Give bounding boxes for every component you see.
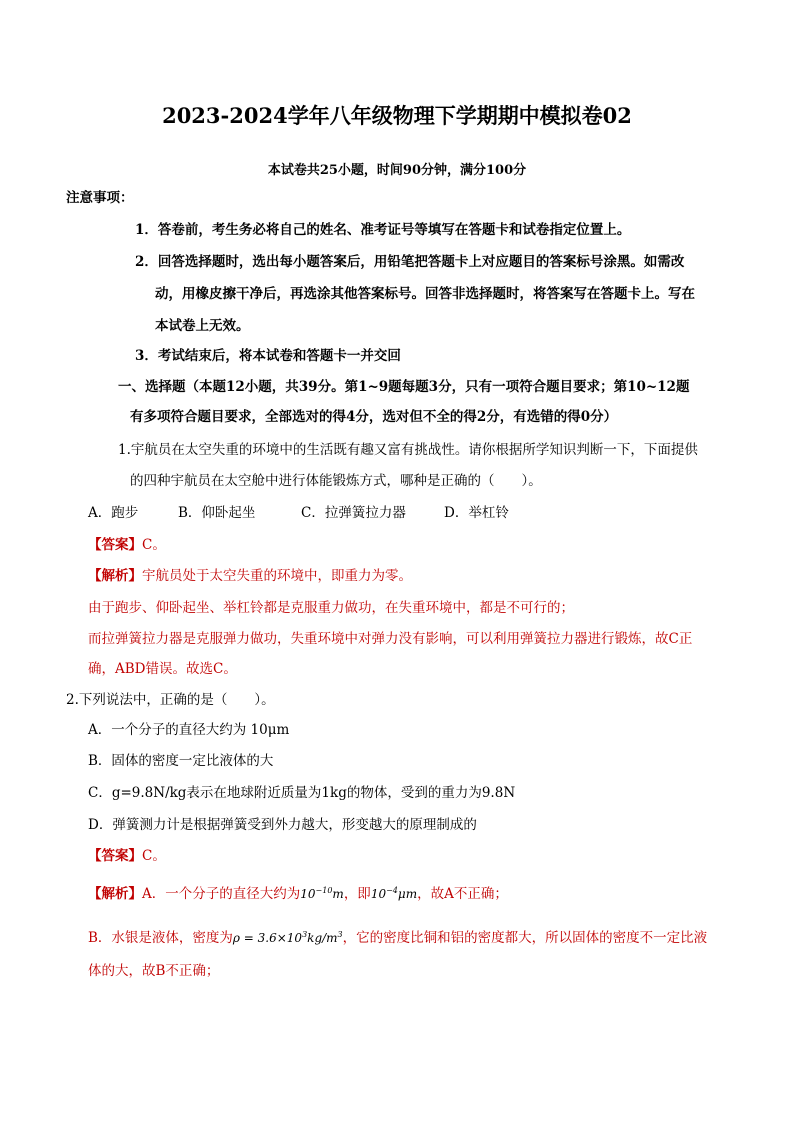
q2-analysis-a-value-2: $10^{-4}\mu m$ <box>370 886 418 901</box>
q2-analysis-a-pre: A．一个分子的直径大约为 <box>142 886 301 902</box>
note-1: 1．答卷前，考生务必将自己的姓名、准考证号等填写在答题卡和试卷指定位置上。 <box>135 222 631 238</box>
q1-analysis-line-2: 由于跑步、仰卧起坐、举杠铃都是克服重力做功，在失重环境中，都是不可行的； <box>88 600 574 616</box>
q2-analysis-a-value-1: $10^{-10}m$ <box>300 886 344 901</box>
q1-option-a: A．跑步 <box>88 505 139 521</box>
q2-analysis-b-pre: B．水银是液体，密度为 <box>88 930 233 946</box>
q1-answer-tag: 【答案】 <box>88 537 142 553</box>
note-3: 3．考试结束后，将本试卷和答题卡一并交回 <box>135 348 401 364</box>
q2-density-formula: $\rho = 3.6\times 10^3kg/m^3$ <box>232 930 343 945</box>
q1-option-b: B．仰卧起坐 <box>178 505 256 521</box>
q2-option-b: B．固体的密度一定比液体的大 <box>88 753 274 769</box>
page-title: 2023-2024学年八年级物理下学期期中模拟卷02 <box>162 103 632 128</box>
q2-answer-tag: 【答案】 <box>88 848 142 864</box>
q1-analysis-text-1: 宇航员处于太空失重的环境中，即重力为零。 <box>142 568 412 584</box>
q1-options <box>88 503 509 523</box>
q1-answer-value: C。 <box>142 537 166 553</box>
q2-option-a: A．一个分子的直径大约为 10μm <box>88 722 290 738</box>
q1-stem-line-1: 1.宇航员在太空失重的环境中的生活既有趣又富有挑战性。请你根据所学知识判断一下，下面提供 <box>118 442 698 458</box>
q1-analysis-line-1 <box>88 566 412 586</box>
q1-option-d: D．举杠铃 <box>444 505 509 521</box>
note-2-line-1: 2．回答选择题时，选出每小题答案后，用铅笔把答题卡上对应题目的答案标号涂黑。如需改 <box>135 254 685 270</box>
q2-analysis-a-post: ，故A不正确； <box>417 886 508 902</box>
q2-analysis-a-mid: ，即 <box>343 886 371 902</box>
q2-analysis-tag: 【解析】 <box>88 886 142 902</box>
q2-analysis-b-post: ，它的密度比铜和铝的密度都大，所以固体的密度不一定比液 <box>342 930 708 946</box>
notes-heading: 注意事项： <box>66 190 134 206</box>
q1-analysis-line-3: 而拉弹簧拉力器是克服弹力做功，失重环境中对弹力没有影响，可以利用弹簧拉力器进行锻炼，故C正 <box>88 631 693 647</box>
section-heading-line-1: 一、选择题（本题12小题，共39分。第1~9题每题3分，只有一项符合题目要求；第10~12题 <box>118 379 690 395</box>
note-2-line-2: 动，用橡皮擦干净后，再选涂其他答案标号。回答非选择题时，将答案写在答题卡上。写在 <box>155 286 695 302</box>
q2-option-c: C．g=9.8N/kg表示在地球附近质量为1kg的物体，受到的重力为9.8N <box>88 785 516 801</box>
q2-answer-value: C。 <box>142 848 166 864</box>
note-2-line-3: 本试卷上无效。 <box>155 318 250 334</box>
q1-stem-line-2: 的四种宇航员在太空舱中进行体能锻炼方式，哪种是正确的（ ）。 <box>130 473 542 489</box>
q1-answer <box>88 535 166 555</box>
q2-answer <box>88 846 166 866</box>
q2-analysis-line-3: 体的大，故B不正确； <box>88 963 220 979</box>
q1-analysis-line-4: 确，ABD错误。故选C。 <box>88 661 237 677</box>
q1-option-c: C．拉弹簧拉力器 <box>301 505 406 521</box>
exam-info: 本试卷共25小题，时间90分钟，满分100分 <box>267 163 527 178</box>
q2-analysis-line-1 <box>88 884 508 904</box>
section-heading-line-2: 有多项符合题目要求，全部选对的得4分，选对但不全的得2分，有选错的得0分） <box>130 409 618 425</box>
q2-analysis-line-2 <box>88 928 707 948</box>
q2-option-d: D．弹簧测力计是根据弹簧受到外力越大，形变越大的原理制成的 <box>88 817 477 833</box>
q2-stem: 2.下列说法中，正确的是（ ）。 <box>66 692 275 708</box>
q1-analysis-tag: 【解析】 <box>88 568 142 584</box>
